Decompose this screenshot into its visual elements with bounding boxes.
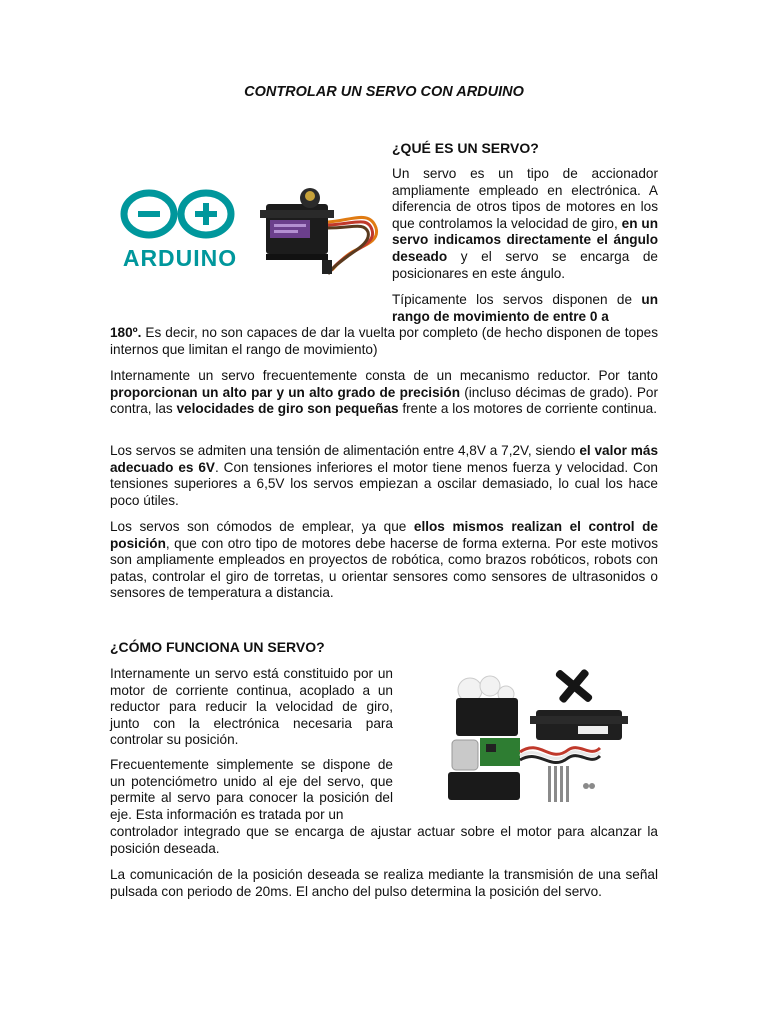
- servo-parts-image: [440, 668, 636, 806]
- text-run: . Con tensiones inferiores el motor tiene menos fuerza y velocidad. Con tensiones superiores a 6,5V los servos empiezan a oscilar demasiado, lo cual los hace poco útiles.: [110, 459, 658, 508]
- bold-run: proporcionan un alto par y un alto grado de precisión: [110, 384, 461, 400]
- bold-run: en un servo indicamos directamente el ángulo deseado: [392, 215, 659, 264]
- bold-run: velocidades de giro son pequeñas: [176, 401, 399, 417]
- bold-run: ellos mismos realizan el control de posición: [110, 519, 658, 551]
- paragraph-reducer: [110, 368, 658, 418]
- arduino-logo: [118, 186, 242, 270]
- text-run: Típicamente los servos disponen de: [392, 292, 642, 307]
- text-run: Es decir, no son capaces de dar la vuelta por completo (de hecho disponen de topes internos que limitan el rango de movimiento): [110, 325, 658, 357]
- section-heading-how-servo-works: ¿CÓMO FUNCIONA UN SERVO?: [110, 639, 325, 655]
- text-run: Los servos se admiten una tensión de alimentación entre 4,8V a 7,2V, siendo: [110, 443, 580, 458]
- paragraph-range-part2: [110, 325, 658, 358]
- text-run: y el servo se encarga de posicionares en este ángulo.: [392, 248, 658, 281]
- document-title: CONTROLAR UN SERVO CON ARDUINO: [244, 84, 524, 100]
- text-run: Los servos son cómodos de emplear, ya que: [110, 519, 414, 534]
- text-run: , que con otro tipo de motores debe hacerse de forma externa. Por este motivos son ampliamente empleados en proyectos de robótica, como brazos robóticos, robots con patas, controlar el giro de torretas, u orientar sensores como sensores de ultrasonidos o sensores de temperatura a distancia.: [110, 535, 658, 601]
- text-run: Un servo es un tipo de accionador ampliamente empleado en electrónica. A diferencia de otros tipos de motores en los que controlamos la velocidad de giro,: [392, 166, 658, 231]
- text-run: Internamente un servo frecuentemente consta de un mecanismo reductor. Por tanto: [110, 368, 658, 383]
- section-heading-what-is-servo: ¿QUÉ ES UN SERVO?: [392, 140, 539, 156]
- bold-run: un rango de movimiento de entre 0 a: [392, 292, 658, 324]
- paragraph-potentiometer-part2: controlador integrado que se encarga de ajustar actuar sobre el motor para alcanzar la posición deseada.: [110, 824, 658, 856]
- bold-run: el valor más adecuado es 6V: [110, 443, 658, 475]
- paragraph-servo-definition: [392, 166, 658, 282]
- bold-run: 180º.: [110, 325, 142, 340]
- servo-motor-image: [258, 180, 384, 276]
- arduino-logo-text: ARDUINO: [122, 245, 238, 270]
- paragraph-voltage: [110, 443, 658, 509]
- paragraph-internal-structure: Internamente un servo está constituido por un motor de corriente continua, acoplado a un reductor para reducir la velocidad de giro, junto con la electrónica necesaria para controlar su posición.: [110, 666, 393, 748]
- paragraph-potentiometer-part1: Frecuentemente simplemente se dispone de un potenciómetro unido al eje del servo, que permite al servo para conocer la posición del eje. Esta información es tratada por un: [110, 757, 393, 822]
- text-run: (incluso décimas de grado). Por contra, las: [110, 384, 658, 417]
- paragraph-pwm-signal: La comunicación de la posición deseada se realiza mediante la transmisión de una señal pulsada con periodo de 20ms. El ancho del pulso determina la posición del servo.: [110, 867, 658, 899]
- paragraph-uses: [110, 519, 658, 602]
- text-run: frente a los motores de corriente continua.: [398, 401, 658, 417]
- paragraph-range-part1: [392, 292, 658, 325]
